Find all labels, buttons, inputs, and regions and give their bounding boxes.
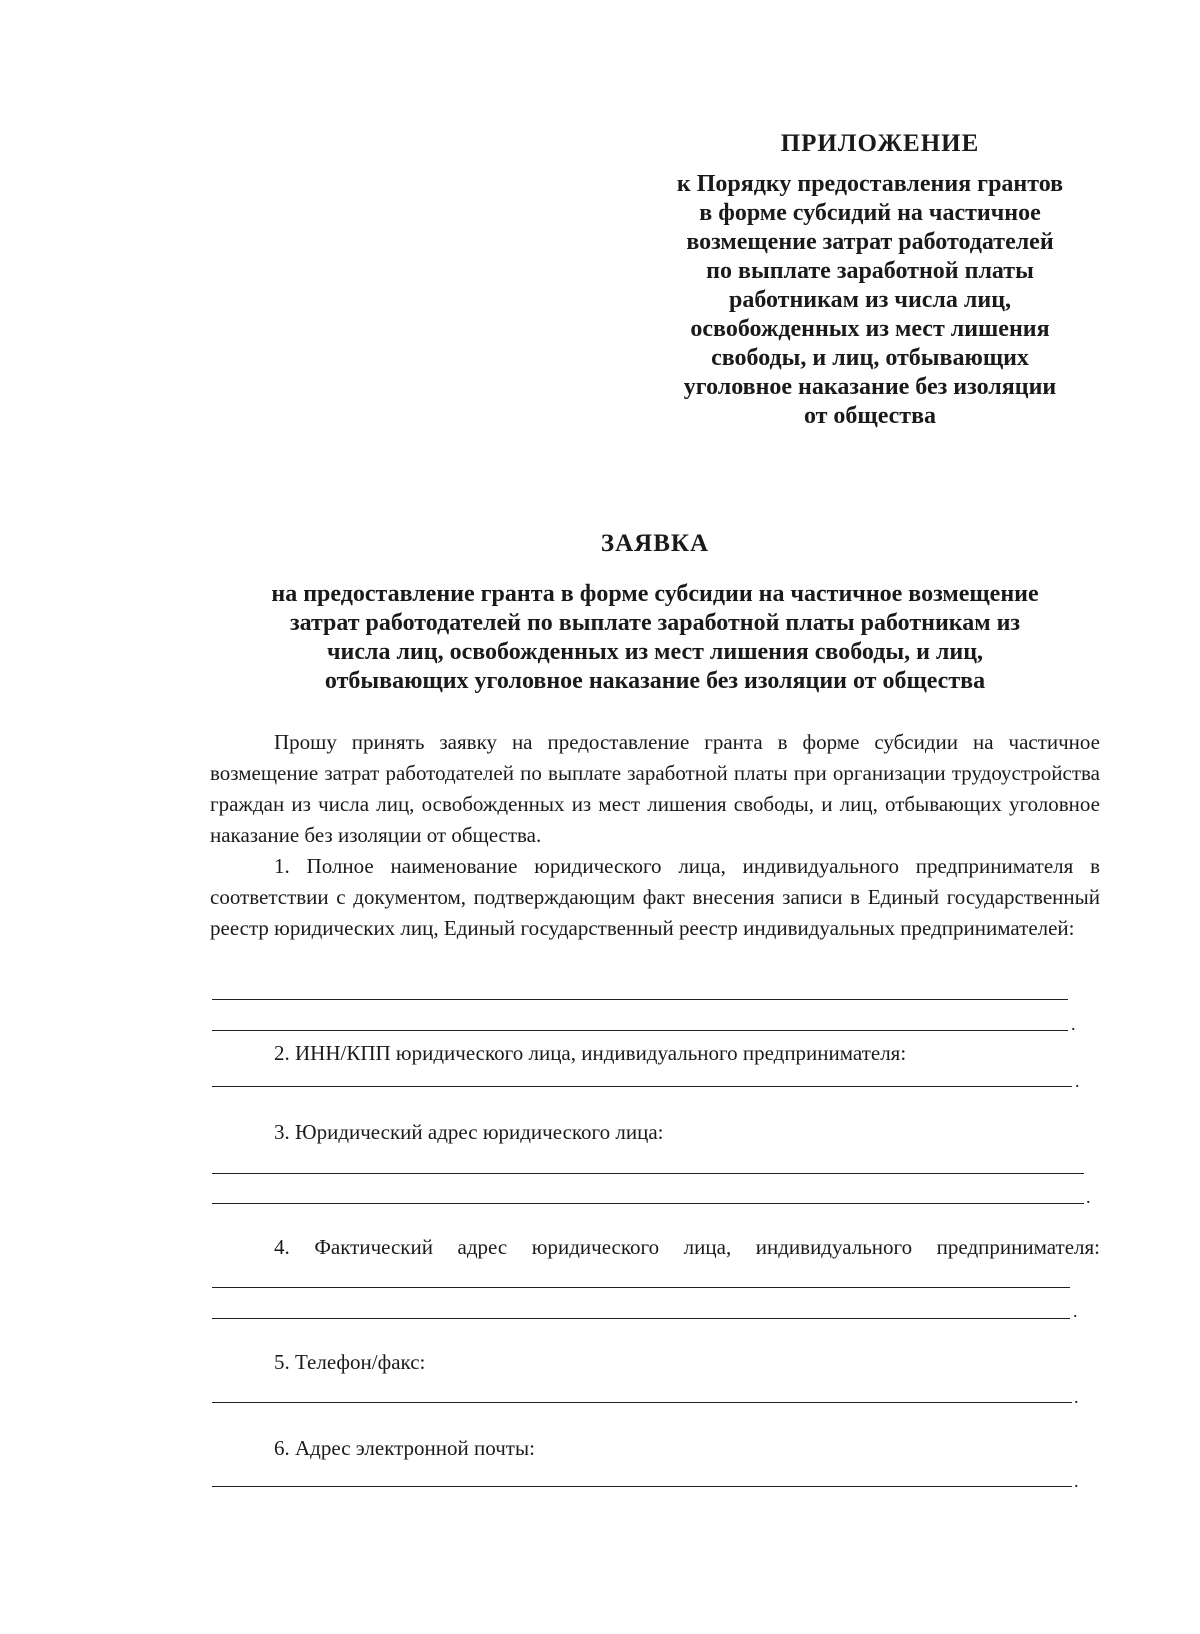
field-1-line-1[interactable] xyxy=(212,999,1068,1000)
field-3-terminator: . xyxy=(1086,1187,1091,1207)
field-6-line[interactable] xyxy=(212,1486,1072,1487)
field-5-label: 5. Телефон/факс: xyxy=(274,1350,426,1374)
field-1-terminator: . xyxy=(1071,1014,1076,1034)
field-4-label: 4. Фактический адрес юридического лица, индивидуального предпринимателя: xyxy=(274,1235,1100,1259)
field-1-label: 1. Полное наименование юридического лица, индивидуального предпринимателя в соответствии с документом, подтверждающим факт внесения записи в Единый государственный реестр юридических лиц, Единый государственный реестр индивидуальных предпринимателей: xyxy=(210,854,1100,940)
field-3-line-1[interactable] xyxy=(212,1173,1084,1174)
field-6-label: 6. Адрес электронной почты: xyxy=(274,1436,535,1460)
field-4-terminator: . xyxy=(1073,1301,1078,1321)
application-subtitle: на предоставление гранта в форме субсидии на частичное возмещение затрат работодателей по выплате заработной платы работникам из числа лиц, освобожденных из мест лишения свободы, и лиц, отбывающих уголовное наказание без изоляции от общества xyxy=(271,581,1039,694)
application-title: ЗАЯВКА xyxy=(600,530,710,557)
field-2-label: 2. ИНН/КПП юридического лица, индивидуального предпринимателя: xyxy=(274,1041,907,1065)
appendix-description: к Порядку предоставления грантов в форме субсидий на частичное возмещение затрат работодателей по выплате заработной платы работникам из числа лиц, освобожденных из мест лишения свободы, и лиц, отбывающих уголовное наказание без изоляции от общества xyxy=(676,171,1064,429)
field-3-label: 3. Юридический адрес юридического лица: xyxy=(274,1120,664,1144)
field-1-line-2[interactable] xyxy=(212,1030,1068,1031)
field-2-terminator: . xyxy=(1075,1071,1080,1091)
field-2-line[interactable] xyxy=(212,1086,1072,1087)
field-3-line-2[interactable] xyxy=(212,1203,1084,1204)
field-4-line-2[interactable] xyxy=(212,1318,1070,1319)
intro-paragraph: Прошу принять заявку на предоставление гранта в форме субсидии на частичное возмещение затрат работодателей по выплате заработной платы при организации трудоустройства граждан из числа лиц, освобожденных из мест лишения свободы, и лиц, отбывающих уголовное наказание без изоляции от общества. xyxy=(210,730,1100,847)
field-6-terminator: . xyxy=(1074,1471,1079,1491)
field-4-line-1[interactable] xyxy=(212,1287,1070,1288)
field-5-terminator: . xyxy=(1074,1387,1079,1407)
field-5-line[interactable] xyxy=(212,1402,1072,1403)
appendix-title: ПРИЛОЖЕНИЕ xyxy=(780,130,980,157)
